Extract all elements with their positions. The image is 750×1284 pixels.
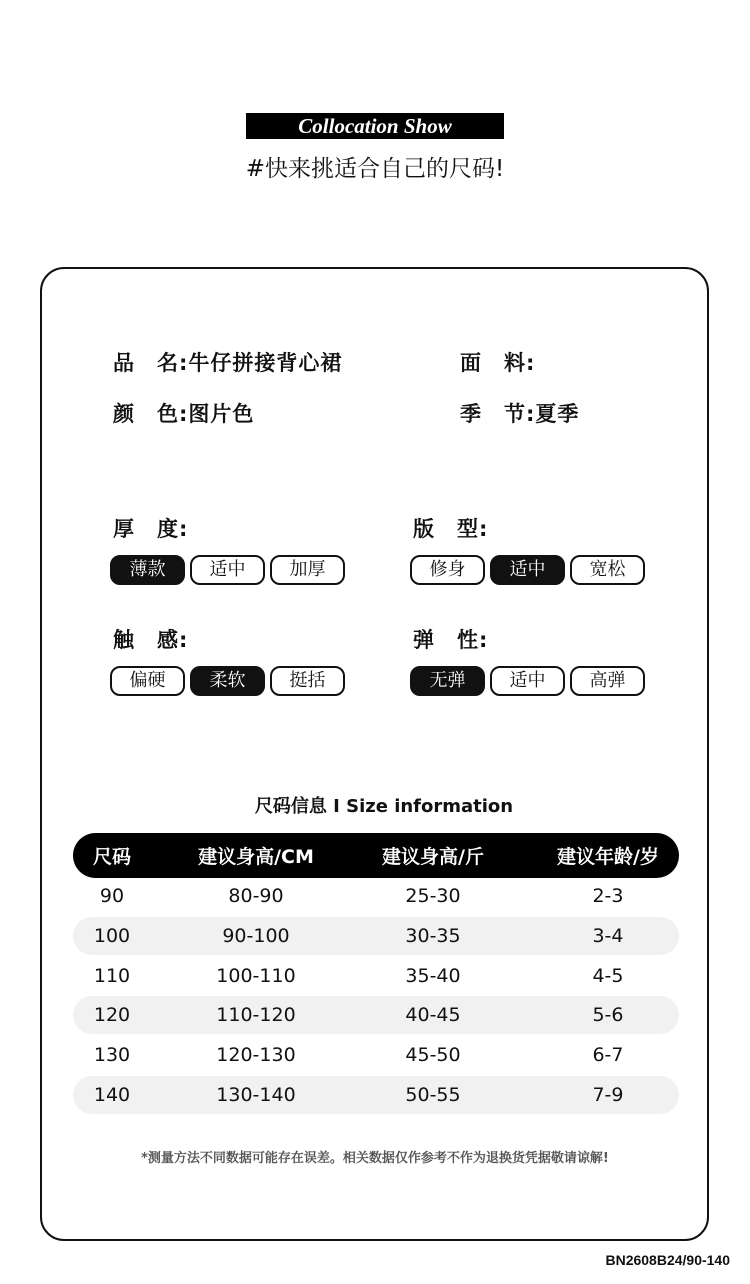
option-pill: 加厚 [270, 555, 345, 585]
table-cell: 25-30 [405, 885, 461, 907]
table-cell: 140 [93, 1084, 131, 1106]
size-table-header [73, 833, 679, 878]
fabric-label: 面 料: [460, 351, 536, 375]
table-cell: 35-40 [405, 964, 461, 987]
table-cell: 90-100 [222, 924, 290, 947]
header-cell: 建议年龄/岁 [557, 846, 659, 868]
option-pill: 修身 [410, 555, 485, 585]
collocation-show-banner: Collocation Show [246, 113, 504, 139]
color-label: 颜 色: [113, 402, 189, 426]
table-cell: 4-5 [592, 964, 624, 987]
season [460, 398, 579, 428]
table-cell: 40-45 [405, 1004, 461, 1027]
table-cell: 50-55 [405, 1084, 461, 1106]
attribute-label: 触 感: [113, 628, 189, 652]
attribute-label: 版 型: [413, 517, 489, 541]
table-cell: 30-35 [405, 924, 461, 947]
product-name [113, 347, 342, 377]
size-table-title: 尺码信息 I Size information [254, 796, 514, 817]
table-cell: 2-3 [592, 885, 624, 907]
name-value: 牛仔拼接背心裙 [188, 351, 343, 375]
option-pill: 高弹 [570, 666, 645, 696]
table-cell: 110 [93, 964, 131, 987]
option-pill: 宽松 [570, 555, 645, 585]
table-row [73, 917, 679, 955]
measurement-note: *测量方法不同数据可能存在误差。相关数据仅作参考不作为退换货凭据敬请谅解! [141, 1151, 609, 1166]
table-cell: 120-130 [216, 1044, 296, 1067]
attribute-options [410, 666, 645, 696]
color-value: 图片色 [188, 402, 255, 426]
table-cell: 110-120 [216, 1004, 296, 1027]
table-cell: 130-140 [216, 1084, 296, 1106]
table-row [73, 1076, 679, 1114]
attribute-options [110, 666, 345, 696]
product-code: BN2608B24/90-140 [605, 1252, 730, 1268]
option-pill: 适中 [490, 555, 565, 585]
table-cell: 130 [93, 1044, 131, 1067]
table-cell: 6-7 [592, 1044, 624, 1067]
table-cell: 120 [93, 1004, 131, 1027]
attribute-options [410, 555, 645, 585]
table-cell: 3-4 [592, 924, 624, 947]
table-cell: 7-9 [592, 1084, 624, 1106]
option-pill: 柔软 [190, 666, 265, 696]
header-cell: 建议身高/CM [198, 846, 314, 868]
table-cell: 45-50 [405, 1044, 461, 1067]
table-row [73, 996, 679, 1034]
option-pill: 适中 [190, 555, 265, 585]
option-pill: 薄款 [110, 555, 185, 585]
subtitle: #快来挑适合自己的尺码! [245, 156, 505, 182]
attribute-label: 弹 性: [413, 628, 489, 652]
table-cell: 80-90 [228, 885, 284, 907]
table-cell: 100 [93, 924, 131, 947]
table-cell: 90 [99, 885, 125, 907]
table-row [73, 957, 679, 995]
fabric [460, 347, 535, 377]
attribute-options [110, 555, 345, 585]
option-pill: 偏硬 [110, 666, 185, 696]
header-cell: 建议身高/斤 [382, 846, 484, 868]
name-label: 品 名: [113, 351, 189, 375]
header-cell: 尺码 [92, 846, 131, 868]
season-label: 季 节: [460, 402, 536, 426]
table-row [73, 1036, 679, 1074]
option-pill: 适中 [490, 666, 565, 696]
season-value: 夏季 [535, 402, 580, 426]
table-cell: 5-6 [592, 1004, 624, 1027]
option-pill: 挺括 [270, 666, 345, 696]
table-cell: 100-110 [216, 964, 296, 987]
attribute-label: 厚 度: [113, 517, 189, 541]
table-row [73, 877, 679, 915]
color [113, 398, 254, 428]
option-pill: 无弹 [410, 666, 485, 696]
